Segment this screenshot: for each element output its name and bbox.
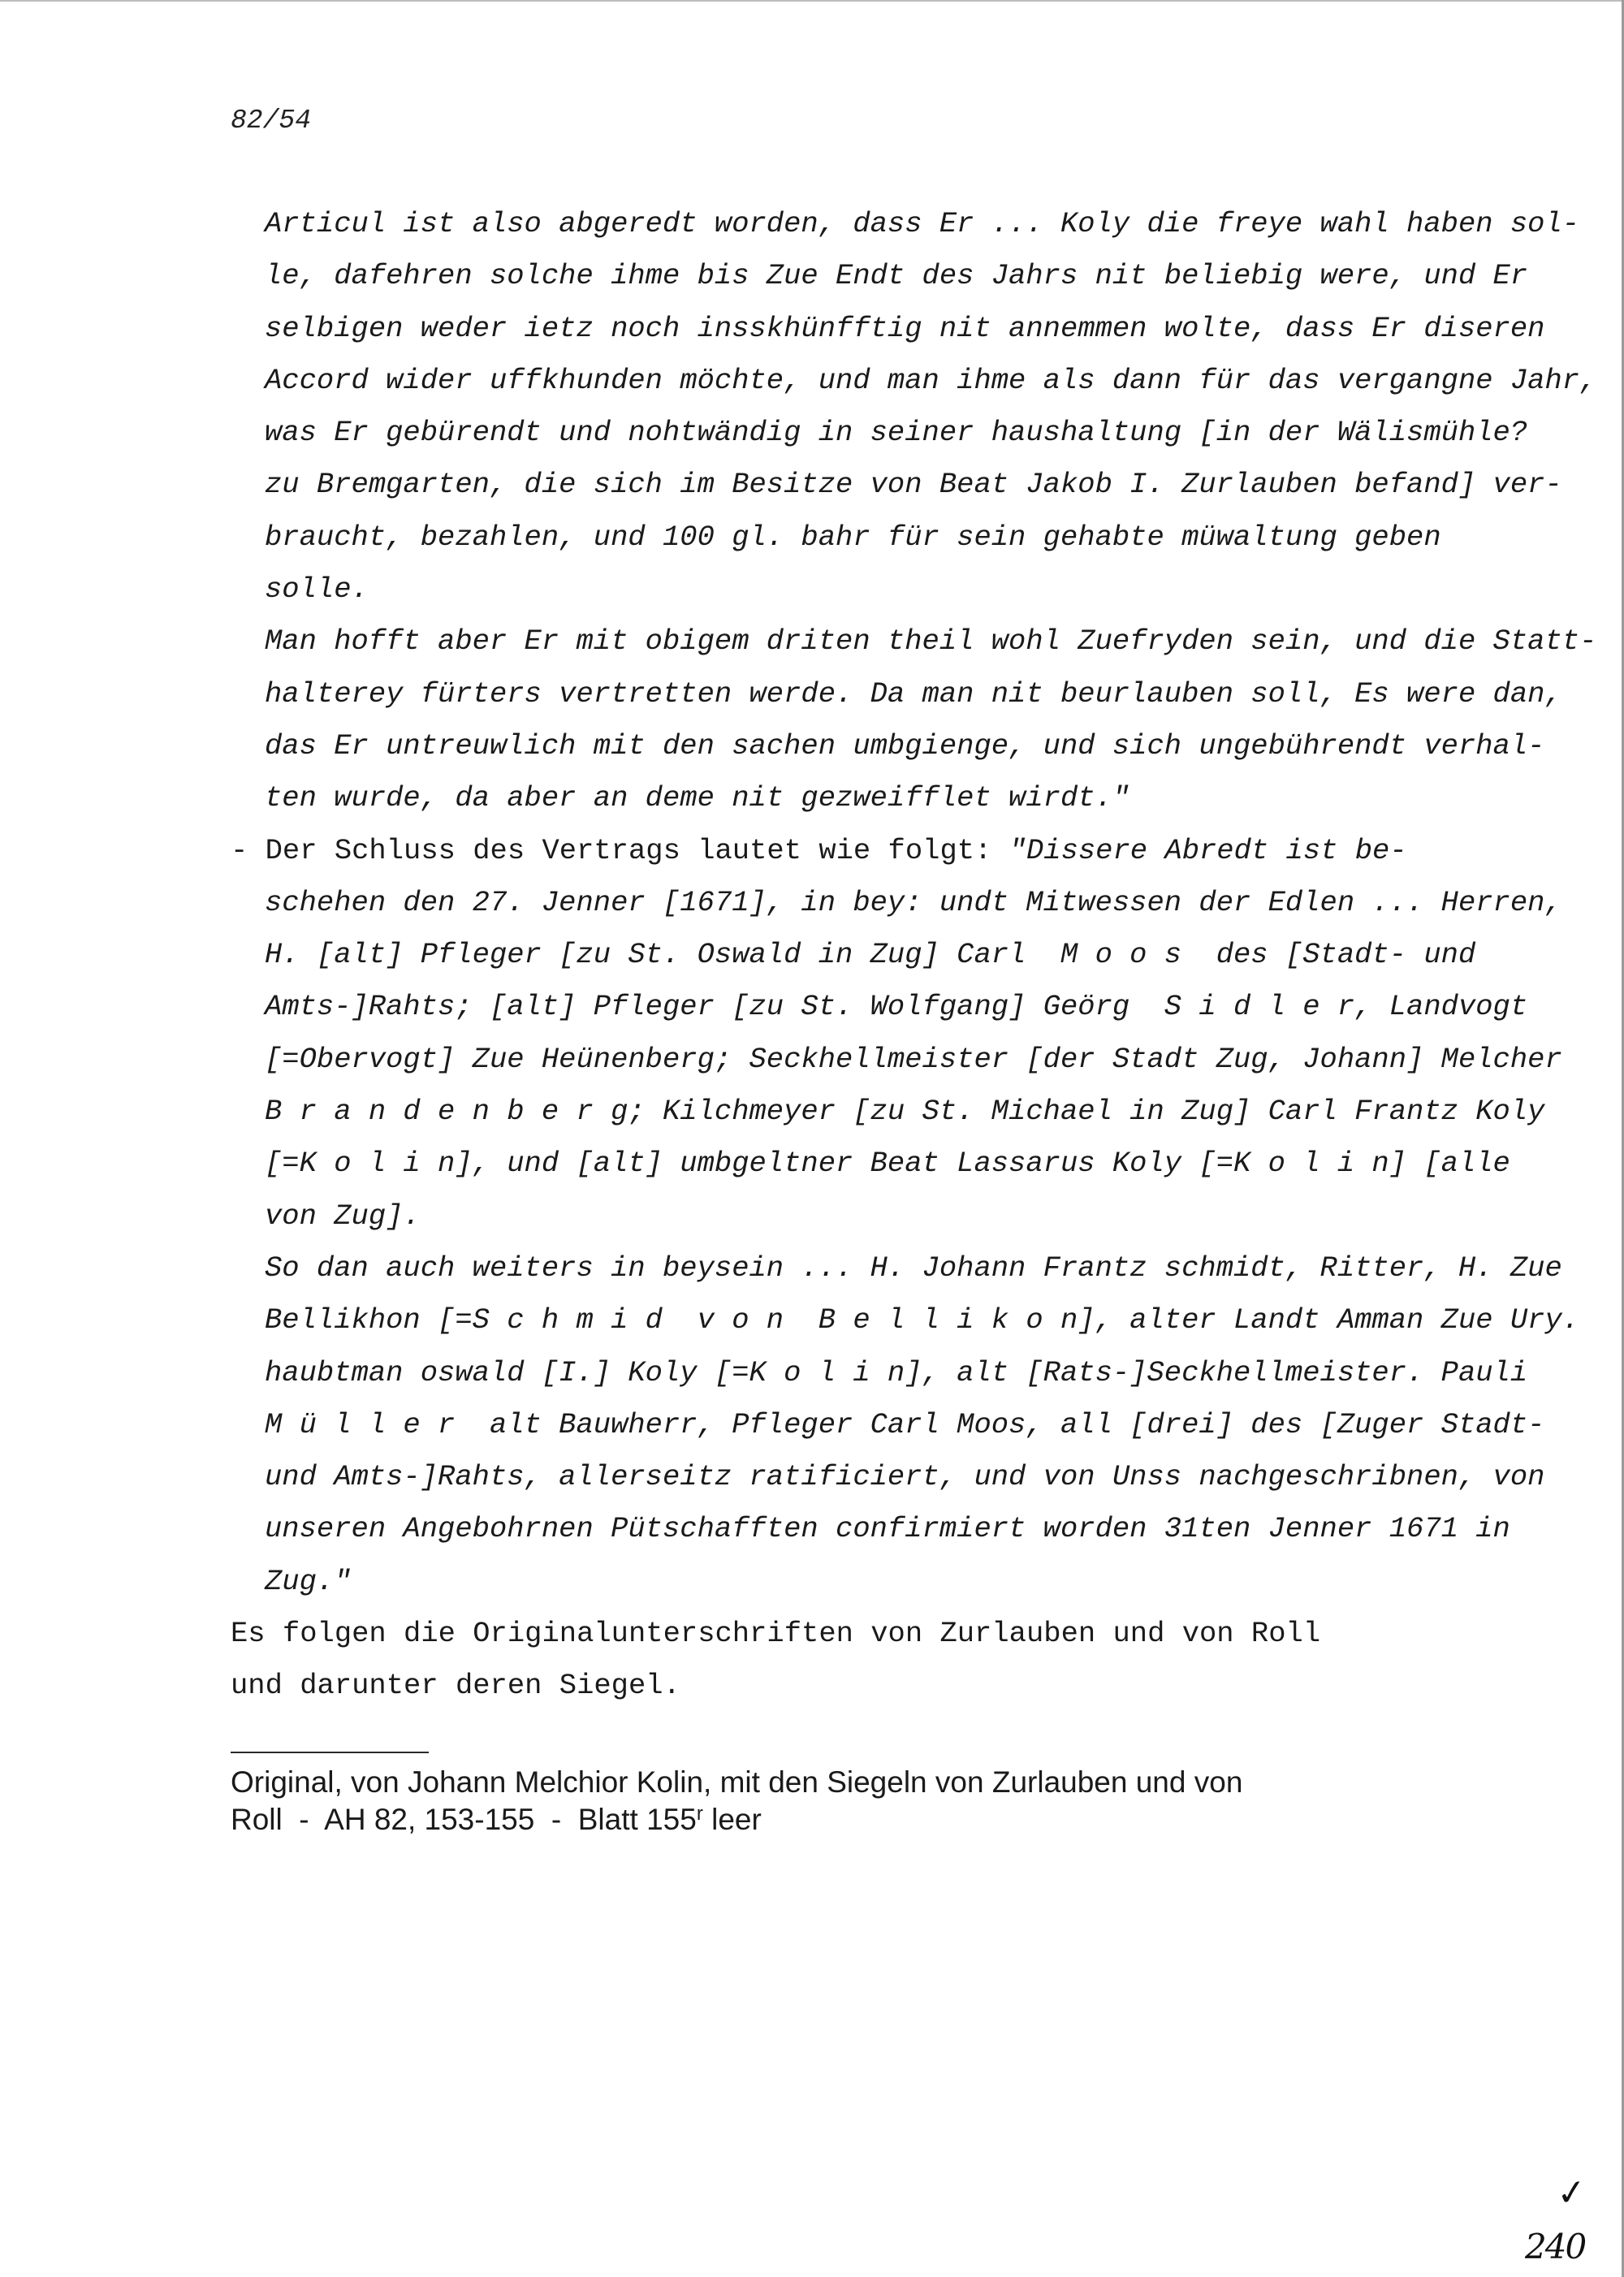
text-line: Bellikhon [=S c h m i d v o n B e l l i k o n], alter Landt Amman Zue Ury.	[265, 1303, 1580, 1337]
source-note	[231, 1764, 1530, 1843]
closing-line: und darunter deren Siegel.	[231, 1669, 680, 1703]
text-line: Articul ist also abgeredt worden, dass Er ... Koly die freye wahl haben sol-	[265, 207, 1580, 240]
conclusion-lead: - Der Schluss des Vertrags lautet wie folgt:	[231, 833, 1009, 867]
text-line: das Er untreuwlich mit den sachen umbgienge, und sich ungebührendt verhal-	[265, 728, 1545, 763]
closing-line: Es folgen die Originalunterschriften von Zurlauben und von Roll	[231, 1617, 1321, 1651]
page-top-edge	[0, 0, 1624, 2]
text-line: M ü l l e r alt Bauwherr, Pfleger Carl Moos, all [drei] des [Zuger Stadt-	[265, 1407, 1545, 1441]
recto-superscript: r	[696, 1803, 703, 1825]
text-line: schehen den 27. Jenner [1671], in bey: undt Mitwessen der Edlen ... Herren,	[265, 885, 1562, 919]
text-line: selbigen weder ietz noch insskhünfftig nit annemmen wolte, dass Er diseren	[265, 311, 1545, 345]
text-line: haubtman oswald [I.] Koly [=K o l i n], alt [Rats-]Seckhellmeister. Pauli	[265, 1355, 1528, 1389]
text-line: braucht, bezahlen, und 100 gl. bahr für sein gehabte müwaltung geben	[265, 520, 1441, 554]
text-line: Zug."	[265, 1564, 352, 1598]
text-line: H. [alt] Pfleger [zu St. Oswald in Zug] Carl M o o s des [Stadt- und	[265, 938, 1476, 972]
conclusion-first-line	[231, 825, 1546, 877]
conclusion-quote-start: "Dissere Abredt ist be-	[1009, 833, 1407, 867]
page-number: 82/54	[231, 106, 312, 136]
text-line: zu Bremgarten, die sich im Besitze von Beat Jakob I. Zurlauben befand] ver-	[265, 468, 1562, 502]
source-note-line	[231, 1801, 1530, 1843]
text-line: von Zug].	[265, 1199, 421, 1233]
text-line: le, dafehren solche ihme bis Zue Endt des Jahrs nit beliebig were, und Er	[265, 259, 1528, 293]
source-note-tail: leer	[702, 1803, 762, 1836]
text-line: [=K o l i n], und [alt] umbgeltner Beat Lassarus Koly [=K o l i n] [alle	[265, 1147, 1510, 1181]
text-line: So dan auch weiters in beysein ... H. Johann Frantz schmidt, Ritter, H. Zue	[265, 1251, 1562, 1285]
text-line: Accord wider uffkhunden möchte, und man ihme als dann für das vergangne Jahr,	[265, 363, 1597, 397]
text-line: Amts-]Rahts; [alt] Pfleger [zu St. Wolfgang] Geörg S i d l e r, Landvogt	[265, 990, 1528, 1024]
footnote-divider	[231, 1752, 429, 1753]
handwritten-checkmark: ✓	[1554, 2171, 1589, 2215]
document-body	[231, 198, 1597, 1713]
text-line: was Er gebürendt und nohtwändig in seiner haushaltung [in der Wälismühle?	[265, 416, 1528, 450]
handwritten-folio-number: 240	[1525, 2227, 1586, 2266]
text-line: halterey fürters vertretten werde. Da man nit beurlauben soll, Es were dan,	[265, 676, 1562, 711]
text-line: solle.	[265, 572, 369, 607]
text-line: ten wurde, da aber an deme nit gezweifflet wirdt."	[265, 781, 1130, 815]
text-line: und Amts-]Rahts, allerseitz ratificiert, und von Unss nachgeschribnen, von	[265, 1460, 1545, 1494]
text-line: B r a n d e n b e r g; Kilchmeyer [zu St. Michael in Zug] Carl Frantz Koly	[265, 1095, 1545, 1129]
text-line: Man hofft aber Er mit obigem driten theil wohl Zuefryden sein, und die Statt-	[265, 624, 1597, 659]
source-note-line: Original, von Johann Melchior Kolin, mit den Siegeln von Zurlauben und von	[231, 1765, 1243, 1799]
text-line: [=Obervogt] Zue Heünenberg; Seckhellmeister [der Stadt Zug, Johann] Melcher	[265, 1042, 1562, 1076]
source-note-reference: Roll - AH 82, 153-155 - Blatt 155	[231, 1803, 697, 1836]
text-line: unseren Angebohrnen Pütschafften confirmiert worden 31ten Jenner 1671 in	[265, 1512, 1510, 1546]
